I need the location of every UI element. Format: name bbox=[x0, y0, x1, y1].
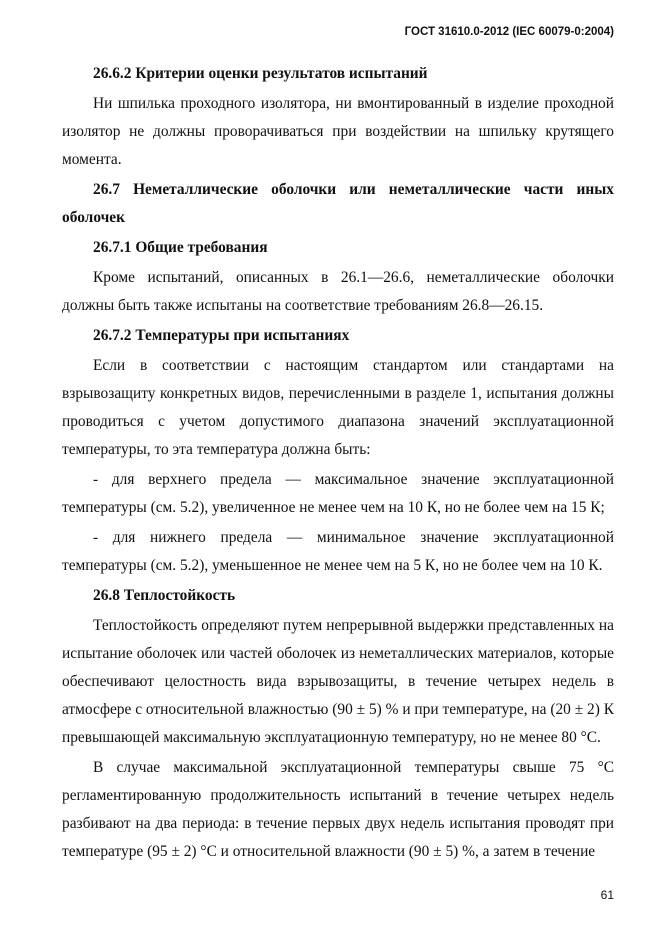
paragraph: В случае максимальной эксплуатационной температуры свыше 75 °С регламентированную продолжительность испытаний в течение четырех недель разбивают на два периода: в течение первых двух недель испытания проводят при температуре (95 ± 2) °С и относительной влажности (90 ± 5) %, а затем в течение bbox=[62, 759, 614, 860]
page-number: 61 bbox=[600, 888, 614, 902]
paragraph: Ни шпилька проходного изолятора, ни вмонтированный в изделие проходной изолятор не должны проворачиваться при воздействии на шпильку крутящего момента. bbox=[62, 95, 614, 168]
list-item-upper-limit: - для верхнего предела — максимальное значение эксплуатационной температуры (см. 5.2), увеличенное не менее чем на 10 К, но не более чем на 15 К; bbox=[62, 471, 614, 516]
standard-header: ГОСТ 31610.0-2012 (IEC 60079-0:2004) bbox=[404, 26, 614, 38]
section-heading-26-7-1: 26.7.1 Общие требования bbox=[93, 239, 268, 256]
section-heading-26-7: 26.7 Неметаллические оболочки или неметаллические части иных оболочек bbox=[62, 181, 614, 226]
section-heading-26-6-2: 26.6.2 Критерии оценки результатов испытаний bbox=[93, 65, 428, 82]
document-body bbox=[62, 60, 614, 866]
paragraph: Кроме испытаний, описанных в 26.1—26.6, неметаллические оболочки должны быть также испытаны на соответствие требованиям 26.8—26.15. bbox=[62, 269, 614, 314]
list-item-lower-limit: - для нижнего предела — минимальное значение эксплуатационной температуры (см. 5.2), уменьшенное не менее чем на 5 К, но не более чем на 10 К. bbox=[62, 529, 614, 574]
paragraph: Теплостойкость определяют путем непрерывной выдержки представленных на испытание оболочек или частей оболочек из неметаллических материалов, которые обеспечивают целостность вида взрывозащиты, в течение четырех недель в атмосфере с относительной влажностью (90 ± 5) % и при температуре, на (20 ± 2) К превышающей максимальную эксплуатационную температуру, но не менее 80 °С. bbox=[62, 617, 614, 746]
section-heading-26-8: 26.8 Теплостойкость bbox=[93, 587, 236, 604]
section-heading-26-7-2: 26.7.2 Температуры при испытаниях bbox=[93, 327, 350, 344]
paragraph: Если в соответствии с настоящим стандартом или стандартами на взрывозащиту конкретных видов, перечисленными в разделе 1, испытания должны проводиться с учетом допустимого диапазона значений эксплуатационной температуры, то эта температура должна быть: bbox=[62, 357, 614, 458]
